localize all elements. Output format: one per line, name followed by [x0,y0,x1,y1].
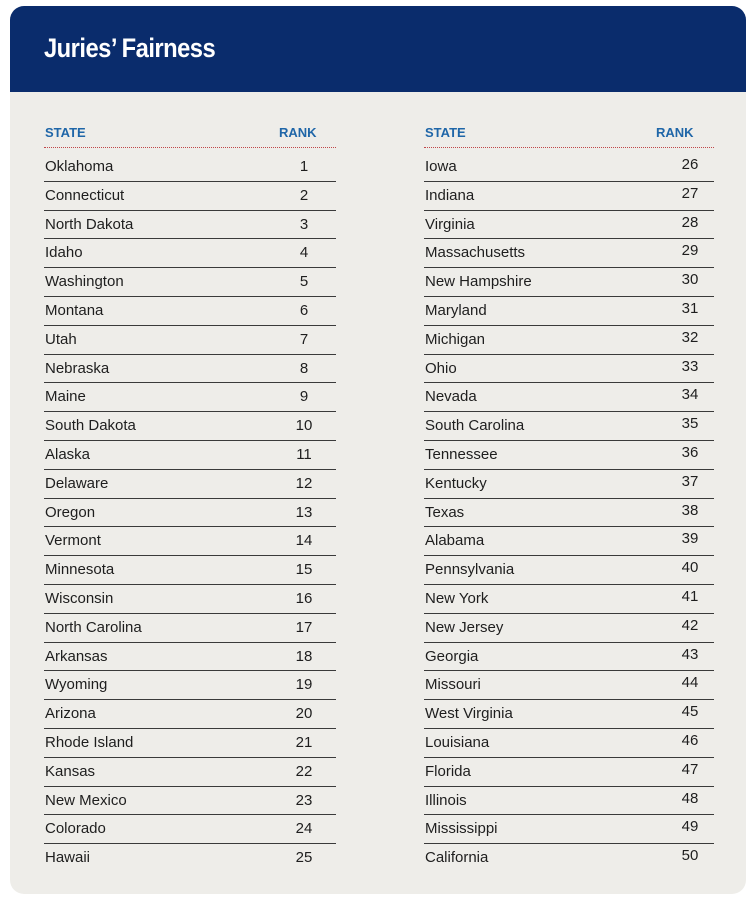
table-row [424,585,714,614]
state-rank: 25 [295,849,313,867]
state-rank: 45 [681,703,699,721]
state-name: South Dakota [45,417,136,435]
state-rank: 28 [681,213,699,231]
state-rank: 50 [681,847,699,865]
state-rank: 15 [295,561,313,579]
table-row [424,643,714,672]
state-rank: 6 [299,301,309,319]
table-row [44,268,336,297]
state-name: Texas [425,503,465,521]
state-name: Arizona [45,705,96,723]
state-name: Arkansas [45,647,108,665]
state-name: Utah [45,330,77,348]
table-row [44,614,336,643]
table-row [424,758,714,787]
left-table-body [44,153,336,873]
state-name: Connecticut [45,186,125,204]
state-rank: 26 [681,156,699,173]
state-name: New Jersey [425,618,504,636]
state-name: Washington [45,273,124,291]
state-name: Idaho [45,244,83,262]
table-row [44,844,336,873]
state-name: North Carolina [45,618,142,636]
table-row [44,671,336,700]
state-rank: 19 [295,676,313,694]
state-rank: 18 [295,647,313,665]
state-name: Wyoming [45,676,108,694]
state-name: Maine [45,388,86,406]
table-row [44,326,336,355]
rank-column-header: RANK [279,125,317,140]
table-row [44,297,336,326]
state-rank: 42 [681,616,699,634]
state-rank: 8 [299,359,309,377]
state-name: Hawaii [45,849,91,867]
table-row [44,441,336,470]
state-name: Montana [45,301,104,319]
table-row [424,412,714,441]
state-name: Iowa [425,158,457,175]
state-rank: 11 [296,445,312,463]
state-rank: 33 [681,357,699,375]
state-name: Oregon [45,503,96,521]
table-row [424,441,714,470]
state-rank: 39 [681,530,699,548]
state-rank: 36 [681,443,699,461]
state-rank: 20 [295,705,313,723]
table-row [424,614,714,643]
state-name: Maryland [425,301,487,319]
table-row [424,671,714,700]
state-rank: 31 [681,299,699,317]
state-name: Florida [425,762,471,780]
right-table-body [424,153,714,873]
juries-fairness-card [10,6,746,894]
state-rank: 24 [295,820,313,838]
state-rank: 35 [681,415,699,433]
state-rank: 13 [295,503,313,521]
state-name: Delaware [45,474,109,492]
state-name: New Mexico [45,791,127,809]
table-row [424,787,714,816]
rank-column-header: RANK [656,125,694,140]
state-rank: 1 [299,158,309,175]
table-row [424,268,714,297]
state-rank: 21 [295,733,313,751]
state-rank: 44 [681,674,699,692]
table-row [44,585,336,614]
state-column-header: STATE [45,125,86,140]
title-banner [10,6,746,92]
table-row [44,499,336,528]
table-row [44,729,336,758]
table-row [424,355,714,384]
table-row [44,815,336,844]
state-name: Vermont [45,532,101,550]
state-name: Colorado [45,820,106,838]
state-rank: 3 [299,215,309,233]
state-rank: 16 [295,589,313,607]
state-rank: 49 [681,818,699,836]
state-rank: 4 [299,244,309,262]
state-name: Wisconsin [45,589,114,607]
state-name: Kentucky [425,474,487,492]
state-name: New Hampshire [425,273,532,291]
table-row [44,239,336,268]
state-rank: 17 [295,618,313,636]
state-name: South Carolina [425,417,525,435]
state-name: Kansas [45,762,96,780]
state-name: North Dakota [45,215,134,233]
state-rank: 48 [681,789,699,807]
state-name: Nevada [425,388,477,406]
state-name: Minnesota [45,561,115,579]
state-name: Nebraska [45,359,110,377]
table-row [424,383,714,412]
table-row [44,412,336,441]
state-rank: 10 [295,417,313,435]
state-name: Indiana [425,186,475,204]
state-name: Massachusetts [425,244,526,262]
table-row [424,499,714,528]
state-rank: 30 [681,271,699,289]
table-row [44,470,336,499]
table-row [424,182,714,211]
table-row [424,729,714,758]
table-row [44,758,336,787]
table-row [424,844,714,873]
table-row [44,787,336,816]
state-name: Oklahoma [45,158,114,175]
state-name: Georgia [425,647,479,665]
state-rank: 27 [681,184,699,202]
state-name: Michigan [425,330,486,348]
table-row [424,815,714,844]
state-rank: 38 [681,501,699,519]
table-row [424,326,714,355]
right-table-header [424,125,714,143]
table-row [44,643,336,672]
state-rank: 34 [681,386,699,404]
state-name: Rhode Island [45,733,134,751]
table-row [424,153,714,182]
state-name: Missouri [425,676,481,694]
table-row [424,297,714,326]
state-name: Ohio [425,359,457,377]
state-name: California [425,849,489,867]
state-name: Pennsylvania [425,561,515,579]
state-rank: 32 [681,328,699,346]
state-rank: 5 [299,273,309,291]
state-name: Virginia [425,215,475,233]
header-divider [424,147,714,148]
state-rank: 37 [681,472,699,490]
state-name: West Virginia [425,705,513,723]
table-row [44,700,336,729]
table-row [44,182,336,211]
state-name: New York [425,589,489,607]
state-rank: 14 [295,532,313,550]
table-row [44,556,336,585]
state-rank: 41 [681,587,699,605]
state-name: Louisiana [425,733,490,751]
state-name: Mississippi [425,820,498,838]
state-rank: 40 [681,559,699,577]
table-row [424,239,714,268]
state-rank: 7 [299,330,309,348]
state-rank: 23 [295,791,313,809]
state-rank: 29 [681,242,699,260]
table-row [44,211,336,240]
state-name: Illinois [425,791,467,809]
page-title: Juries’ Fairness [44,33,216,63]
state-name: Alabama [425,532,485,550]
state-rank: 22 [295,762,313,780]
state-column-header: STATE [425,125,466,140]
table-row [44,355,336,384]
table-row [424,470,714,499]
table-row [424,527,714,556]
state-rank: 47 [681,760,699,778]
table-row [424,556,714,585]
state-name: Tennessee [425,445,498,463]
state-rank: 12 [295,474,313,492]
table-row [44,383,336,412]
table-row [44,527,336,556]
state-rank: 2 [299,186,309,204]
table-row [424,700,714,729]
state-rank: 46 [681,731,699,749]
left-table-header [44,125,336,143]
table-row [424,211,714,240]
state-name: Alaska [45,445,91,463]
table-row [44,153,336,182]
state-rank: 9 [299,388,309,406]
header-divider [44,147,336,148]
state-rank: 43 [681,645,699,663]
